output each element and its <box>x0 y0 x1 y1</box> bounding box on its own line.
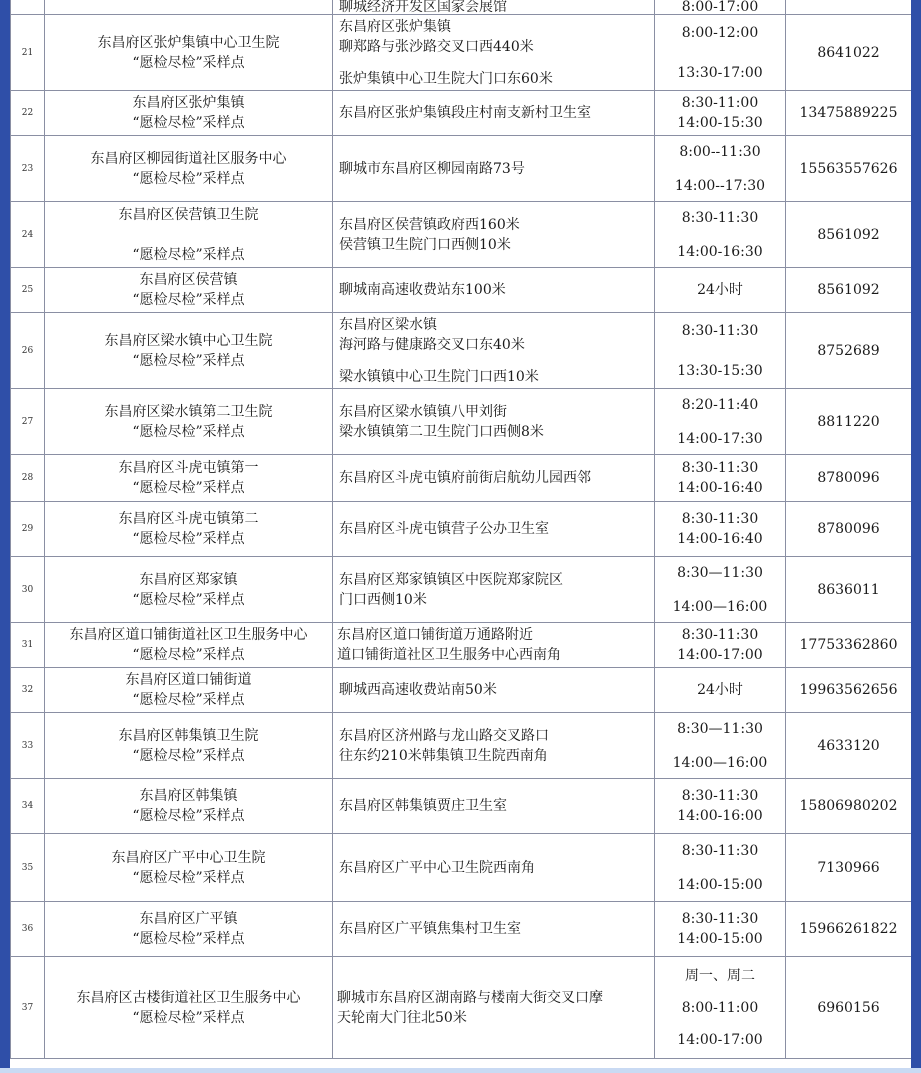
site-tag: “愿检尽检”采样点 <box>132 54 245 71</box>
time-line: 8:30—11:30 <box>677 720 763 737</box>
address-line: 梁水镇镇中心卫生院门口西10米 <box>339 368 539 385</box>
site-name-cell <box>45 623 333 668</box>
site-name-cell <box>45 557 333 623</box>
address-cell <box>333 902 655 957</box>
phone-number: 4633120 <box>786 713 912 779</box>
address-cell <box>333 713 655 779</box>
address-line: 东昌府区斗虎屯镇府前街启航幼儿园西邻 <box>339 470 591 486</box>
address-line: 梁水镇镇第二卫生院门口西侧8米 <box>339 423 544 440</box>
table-row <box>11 313 912 389</box>
site-name: 东昌府区广平镇 <box>139 911 238 927</box>
address-line: 东昌府区张炉集镇段庄村南支新村卫生室 <box>339 105 591 121</box>
address-line: 东昌府区郑家镇镇区中医院郑家院区 <box>339 571 563 588</box>
phone-number: 15563557626 <box>786 136 912 202</box>
site-name-cell <box>45 389 333 455</box>
address-cell <box>333 313 655 389</box>
time-cell <box>655 902 786 957</box>
time-line: 14:00-16:00 <box>677 808 763 824</box>
address-cell <box>333 268 655 313</box>
address-line: 聊城市东昌府区湖南路与楼南大街交叉口摩 <box>337 989 603 1006</box>
phone-number: 8636011 <box>786 557 912 623</box>
table-row <box>11 91 912 136</box>
address-cell <box>333 136 655 202</box>
time-cell <box>655 455 786 502</box>
address-line: 聊城南高速收费站东100米 <box>339 282 506 298</box>
time-line: 24小时 <box>697 282 743 298</box>
phone-number: 15806980202 <box>786 779 912 834</box>
site-name: 东昌府区古楼街道社区卫生服务中心 <box>76 989 301 1006</box>
phone-number: 8561092 <box>786 268 912 313</box>
time-line: 14:00-17:00 <box>677 647 763 663</box>
row-number <box>11 0 45 15</box>
address-line: 聊城市东昌府区柳园南路73号 <box>339 160 525 177</box>
time-cell <box>655 15 786 91</box>
site-name-cell <box>45 15 333 91</box>
time-line: 14:00-16:40 <box>677 480 763 496</box>
address-line: 侯营镇卫生院门口西侧10米 <box>339 236 511 253</box>
address-line: 东昌府区张炉集镇 <box>339 18 451 35</box>
site-name: 东昌府区张炉集镇 <box>132 95 245 111</box>
schedule-sheet <box>10 0 911 1072</box>
address-cell <box>333 202 655 268</box>
site-name-cell <box>45 455 333 502</box>
site-name: 东昌府区梁水镇第二卫生院 <box>104 403 273 420</box>
site-tag: “愿检尽检”采样点 <box>132 647 245 663</box>
site-name: 东昌府区郑家镇 <box>139 571 238 588</box>
site-tag: “愿检尽检”采样点 <box>132 931 245 947</box>
address-line: 天轮南大门往北50米 <box>337 1009 467 1026</box>
table-row <box>11 202 912 268</box>
site-name: 东昌府区韩集镇 <box>139 788 238 804</box>
phone-number: 15966261822 <box>786 902 912 957</box>
row-number: 32 <box>11 668 45 713</box>
site-name: 东昌府区斗虎屯镇第一 <box>118 460 259 476</box>
address-line: 东昌府区梁水镇 <box>339 316 437 333</box>
time-line: 8:30-11:30 <box>681 460 759 476</box>
time-line: 8:30-11:30 <box>681 842 759 859</box>
table-row <box>11 389 912 455</box>
time-line: 8:00-12:00 <box>681 24 759 41</box>
row-number: 31 <box>11 623 45 668</box>
time-line: 14:00-15:30 <box>677 115 763 131</box>
table-row <box>11 902 912 957</box>
time-cell <box>655 957 786 1059</box>
site-tag: “愿检尽检”采样点 <box>132 292 245 308</box>
time-cell <box>655 713 786 779</box>
time-cell <box>655 834 786 902</box>
time-line: 8:30-11:30 <box>681 627 759 643</box>
table-row <box>11 834 912 902</box>
phone-number: 17753362860 <box>786 623 912 668</box>
address-cell <box>333 455 655 502</box>
time-cell <box>655 136 786 202</box>
site-tag: “愿检尽检”采样点 <box>132 115 245 131</box>
row-number: 36 <box>11 902 45 957</box>
time-line: 13:30-17:00 <box>677 64 763 81</box>
site-name-cell <box>45 502 333 557</box>
site-name-cell <box>45 902 333 957</box>
time-cell <box>655 779 786 834</box>
time-line: 14:00-16:30 <box>677 243 763 260</box>
site-name: 东昌府区广平中心卫生院 <box>111 849 266 866</box>
address-line: 聊城经济开发区国家会展馆 <box>339 0 507 15</box>
site-tag: “愿检尽检”采样点 <box>132 531 245 547</box>
time-line: 14:00--17:30 <box>674 177 766 194</box>
site-name: 东昌府区张炉集镇中心卫生院 <box>97 34 280 51</box>
address-line: 东昌府区广平镇焦集村卫生室 <box>339 921 521 937</box>
site-tag: “愿检尽检”采样点 <box>132 170 245 187</box>
row-number: 21 <box>11 15 45 91</box>
site-tag: “愿检尽检”采样点 <box>132 1009 245 1026</box>
time-line: 8:00-11:00 <box>681 999 759 1016</box>
site-name-cell <box>45 91 333 136</box>
address-cell <box>333 623 655 668</box>
address-line: 东昌府区梁水镇镇八甲刘街 <box>339 403 507 420</box>
site-name-cell <box>45 779 333 834</box>
time-line: 13:30-15:30 <box>677 362 763 379</box>
phone-number: 8641022 <box>786 15 912 91</box>
row-number: 24 <box>11 202 45 268</box>
address-cell <box>333 91 655 136</box>
time-line: 14:00-15:00 <box>677 931 763 947</box>
row-number: 37 <box>11 957 45 1059</box>
time-line: 8:30-11:30 <box>681 322 759 339</box>
phone-number: 7130966 <box>786 834 912 902</box>
table-row <box>11 15 912 91</box>
phone-number: 8561092 <box>786 202 912 268</box>
site-tag: “愿检尽检”采样点 <box>132 591 245 608</box>
time-line: 8:30-11:30 <box>681 911 759 927</box>
time-line: 8:30-11:00 <box>681 95 759 111</box>
bottom-strip <box>0 1068 921 1073</box>
time-cell <box>655 0 786 15</box>
time-line: 8:00--11:30 <box>679 143 761 160</box>
phone-number: 13475889225 <box>786 91 912 136</box>
address-cell <box>333 957 655 1059</box>
time-cell <box>655 268 786 313</box>
phone-number: 8780096 <box>786 455 912 502</box>
site-tag: “愿检尽检”采样点 <box>132 480 245 496</box>
phone-cell <box>786 0 912 15</box>
phone-number: 8811220 <box>786 389 912 455</box>
time-line: 周一、周二 <box>685 967 755 984</box>
row-number: 29 <box>11 502 45 557</box>
table-row <box>11 455 912 502</box>
time-line: 8:30-11:30 <box>681 788 759 804</box>
site-name: 东昌府区道口铺街道社区卫生服务中心 <box>69 627 308 643</box>
table-row <box>11 713 912 779</box>
address-cell <box>333 834 655 902</box>
site-name-cell <box>45 957 333 1059</box>
time-cell <box>655 623 786 668</box>
address-line: 海河路与健康路交叉口东40米 <box>339 336 525 353</box>
phone-number: 19963562656 <box>786 668 912 713</box>
site-tag: “愿检尽检”采样点 <box>132 692 245 708</box>
row-number: 23 <box>11 136 45 202</box>
row-number: 22 <box>11 91 45 136</box>
row-number: 27 <box>11 389 45 455</box>
table-row <box>11 957 912 1059</box>
site-name-cell <box>45 313 333 389</box>
time-line: 14:00-16:40 <box>677 531 763 547</box>
row-number: 25 <box>11 268 45 313</box>
time-cell <box>655 202 786 268</box>
time-line: 14:00-17:30 <box>677 430 763 447</box>
table-row <box>11 668 912 713</box>
site-name: 东昌府区梁水镇中心卫生院 <box>104 332 273 349</box>
address-line: 聊郑路与张沙路交叉口西440米 <box>339 38 534 55</box>
phone-number: 8780096 <box>786 502 912 557</box>
address-line: 东昌府区道口铺街道万通路附近 <box>337 627 533 643</box>
site-name: 东昌府区道口铺街道 <box>125 672 252 688</box>
site-name: 东昌府区韩集镇卫生院 <box>118 727 259 744</box>
site-name-cell <box>45 202 333 268</box>
sampling-point-table <box>10 0 911 1059</box>
address-line: 东昌府区斗虎屯镇营子公办卫生室 <box>339 521 549 537</box>
phone-number: 6960156 <box>786 957 912 1059</box>
site-tag: “愿检尽检”采样点 <box>132 246 245 263</box>
address-line: 东昌府区韩集镇贾庄卫生室 <box>339 798 507 814</box>
time-cell <box>655 557 786 623</box>
time-line: 8:00-17:00 <box>681 0 759 15</box>
time-line: 8:30-11:30 <box>681 209 759 226</box>
time-line: 14:00-17:00 <box>677 1031 763 1048</box>
table-row <box>11 268 912 313</box>
address-line: 道口铺街道社区卫生服务中心西南角 <box>337 647 561 663</box>
time-line: 14:00-15:00 <box>677 876 763 893</box>
address-cell <box>333 0 655 15</box>
time-line: 8:20-11:40 <box>681 396 759 413</box>
time-line: 24小时 <box>697 682 743 698</box>
table-row <box>11 557 912 623</box>
address-line: 往东约210米韩集镇卫生院西南角 <box>339 747 548 764</box>
site-tag: “愿检尽检”采样点 <box>132 808 245 824</box>
site-name-cell <box>45 668 333 713</box>
time-cell <box>655 313 786 389</box>
site-name: 东昌府区柳园街道社区服务中心 <box>90 150 287 167</box>
site-name-cell <box>45 713 333 779</box>
row-number: 33 <box>11 713 45 779</box>
site-name-cell <box>45 834 333 902</box>
time-line: 14:00—16:00 <box>672 754 768 771</box>
site-name: 东昌府区斗虎屯镇第二 <box>118 511 259 527</box>
time-cell <box>655 502 786 557</box>
time-line: 8:30—11:30 <box>677 564 763 581</box>
time-line: 8:30-11:30 <box>681 511 759 527</box>
address-cell <box>333 502 655 557</box>
address-line: 聊城西高速收费站南50米 <box>339 682 497 698</box>
table-row <box>11 779 912 834</box>
site-name-cell <box>45 268 333 313</box>
address-cell <box>333 389 655 455</box>
address-cell <box>333 15 655 91</box>
table-row-partial <box>11 0 912 15</box>
address-line: 东昌府区广平中心卫生院西南角 <box>339 859 535 876</box>
address-line: 张炉集镇中心卫生院大门口东60米 <box>339 70 553 87</box>
phone-number: 8752689 <box>786 313 912 389</box>
row-number: 28 <box>11 455 45 502</box>
site-name: 东昌府区侯营镇 <box>139 272 238 288</box>
time-cell <box>655 389 786 455</box>
address-cell <box>333 668 655 713</box>
time-cell <box>655 668 786 713</box>
row-number: 26 <box>11 313 45 389</box>
time-line: 14:00—16:00 <box>672 598 768 615</box>
table-row <box>11 623 912 668</box>
time-cell <box>655 91 786 136</box>
address-line: 东昌府区济州路与龙山路交叉路口 <box>339 727 549 744</box>
address-cell <box>333 557 655 623</box>
site-tag: “愿检尽检”采样点 <box>132 747 245 764</box>
row-number: 35 <box>11 834 45 902</box>
address-line: 门口西侧10米 <box>339 591 427 608</box>
site-name-cell <box>45 0 333 15</box>
site-tag: “愿检尽检”采样点 <box>132 352 245 369</box>
address-cell <box>333 779 655 834</box>
table-row <box>11 136 912 202</box>
row-number: 30 <box>11 557 45 623</box>
row-number: 34 <box>11 779 45 834</box>
table-row <box>11 502 912 557</box>
site-tag: “愿检尽检”采样点 <box>132 869 245 886</box>
site-name-cell <box>45 136 333 202</box>
site-tag: “愿检尽检”采样点 <box>132 423 245 440</box>
address-line: 东昌府区侯营镇政府西160米 <box>339 216 520 233</box>
site-name: 东昌府区侯营镇卫生院 <box>118 206 259 223</box>
